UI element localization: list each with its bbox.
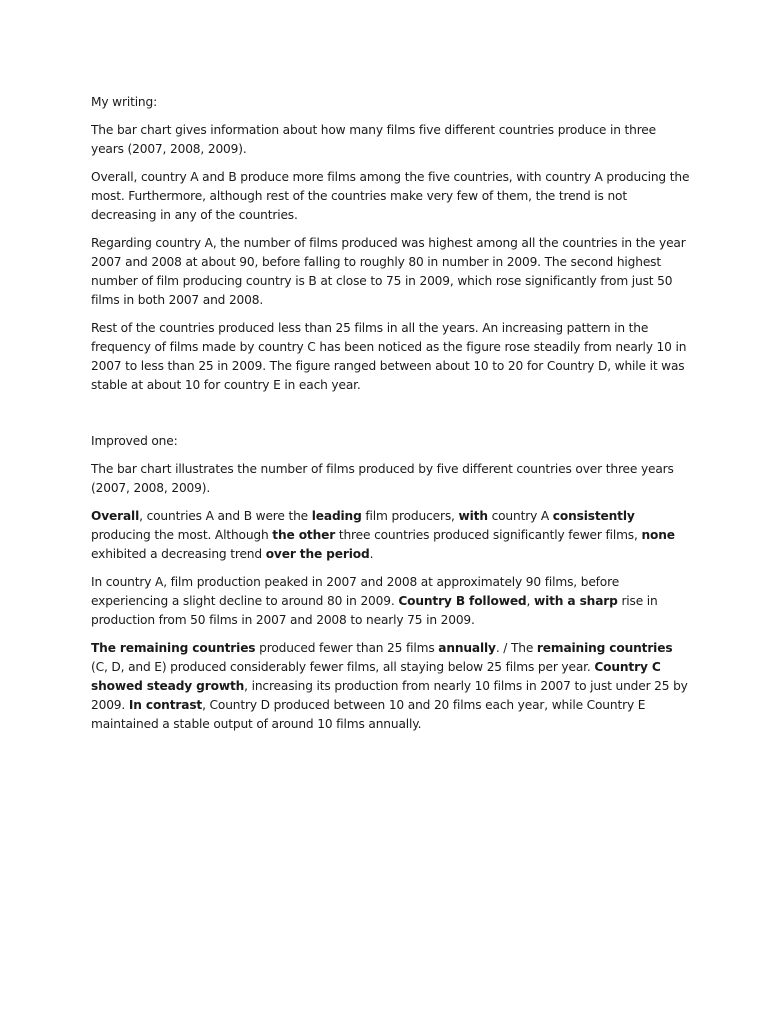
- bold-text-run: none: [641, 528, 675, 542]
- bold-text-run: over the period: [265, 547, 370, 561]
- bold-text-run: The remaining countries: [91, 641, 256, 655]
- text-run: country A: [487, 509, 553, 523]
- paragraph: Overall, country A and B produce more films among the five countries, with country A producing the most. Furthermore, although rest of the countries make very few of them, the trend is not decreasing in any of the countries.: [91, 170, 690, 222]
- section-heading-improved: Improved one:: [91, 434, 178, 448]
- text-run: .: [369, 547, 374, 561]
- text-run: ,: [526, 594, 534, 608]
- paragraph: Regarding country A, the number of films produced was highest among all the countries in the year 2007 and 2008 at about 90, before falling to roughly 80 in number in 2009. The second highest number of film producing country is B at close to 75 in 2009, which rose significantly from just 50 films in both 2007 and 2008.: [91, 236, 686, 307]
- bold-text-run: with: [458, 509, 488, 523]
- text-run: , countries A and B were the: [139, 509, 312, 523]
- bold-text-run: the other: [272, 528, 336, 542]
- bold-text-run: Country B followed: [398, 594, 527, 608]
- text-run: exhibited a decreasing trend: [91, 547, 266, 561]
- paragraph: [91, 573, 691, 630]
- bold-text-run: leading: [311, 509, 362, 523]
- text-run: producing the most. Although: [91, 528, 273, 542]
- document-page: [91, 93, 691, 743]
- bold-text-run: annually: [438, 641, 496, 655]
- text-run: . / The: [495, 641, 537, 655]
- text-run: produced fewer than 25 films: [255, 641, 439, 655]
- bold-text-run: consistently: [552, 509, 635, 523]
- bold-text-run: remaining countries: [536, 641, 673, 655]
- text-run: In country A, film production peaked in 2007 and 2008 at approximately 90 films, before experiencing a slight decline to around 80 in 2009.: [91, 575, 620, 608]
- paragraph: Rest of the countries produced less than 25 films in all the years. An increasing pattern in the frequency of films made by country C has been noticed as the figure rose steadily from nearly 10 in 2007 to less than 25 in 2009. The figure ranged between about 10 to 20 for Country D, while it was stable at about 10 for country E in each year.: [91, 321, 687, 392]
- section-heading-my-writing: My writing:: [91, 95, 158, 109]
- text-run: , Country D produced between 10 and 20 films each year, while Country E maintained a stable output of around 10 films annually.: [91, 698, 646, 731]
- text-run: film producers,: [361, 509, 459, 523]
- text-run: (C, D, and E) produced considerably fewer films, all staying below 25 films per year.: [91, 660, 595, 674]
- bold-text-run: Overall: [91, 509, 140, 523]
- text-run: , increasing its production from nearly 10 films in 2007 to just under 25 by 2009.: [91, 679, 688, 712]
- paragraph: The bar chart illustrates the number of films produced by five different countries over three years (2007, 2008, 2009).: [91, 462, 674, 495]
- bold-text-run: Country C showed steady growth: [91, 660, 661, 693]
- paragraph: [91, 507, 691, 564]
- paragraph: [91, 639, 691, 734]
- text-run: three countries produced significantly fewer films,: [335, 528, 642, 542]
- text-run: rise in production from 50 films in 2007 and 2008 to nearly 75 in 2009.: [91, 594, 658, 627]
- bold-text-run: with a sharp: [533, 594, 618, 608]
- bold-text-run: In contrast: [128, 698, 203, 712]
- spacer: [91, 404, 691, 432]
- paragraph: The bar chart gives information about how many films five different countries produce in three years (2007, 2008, 2009).: [91, 123, 657, 156]
